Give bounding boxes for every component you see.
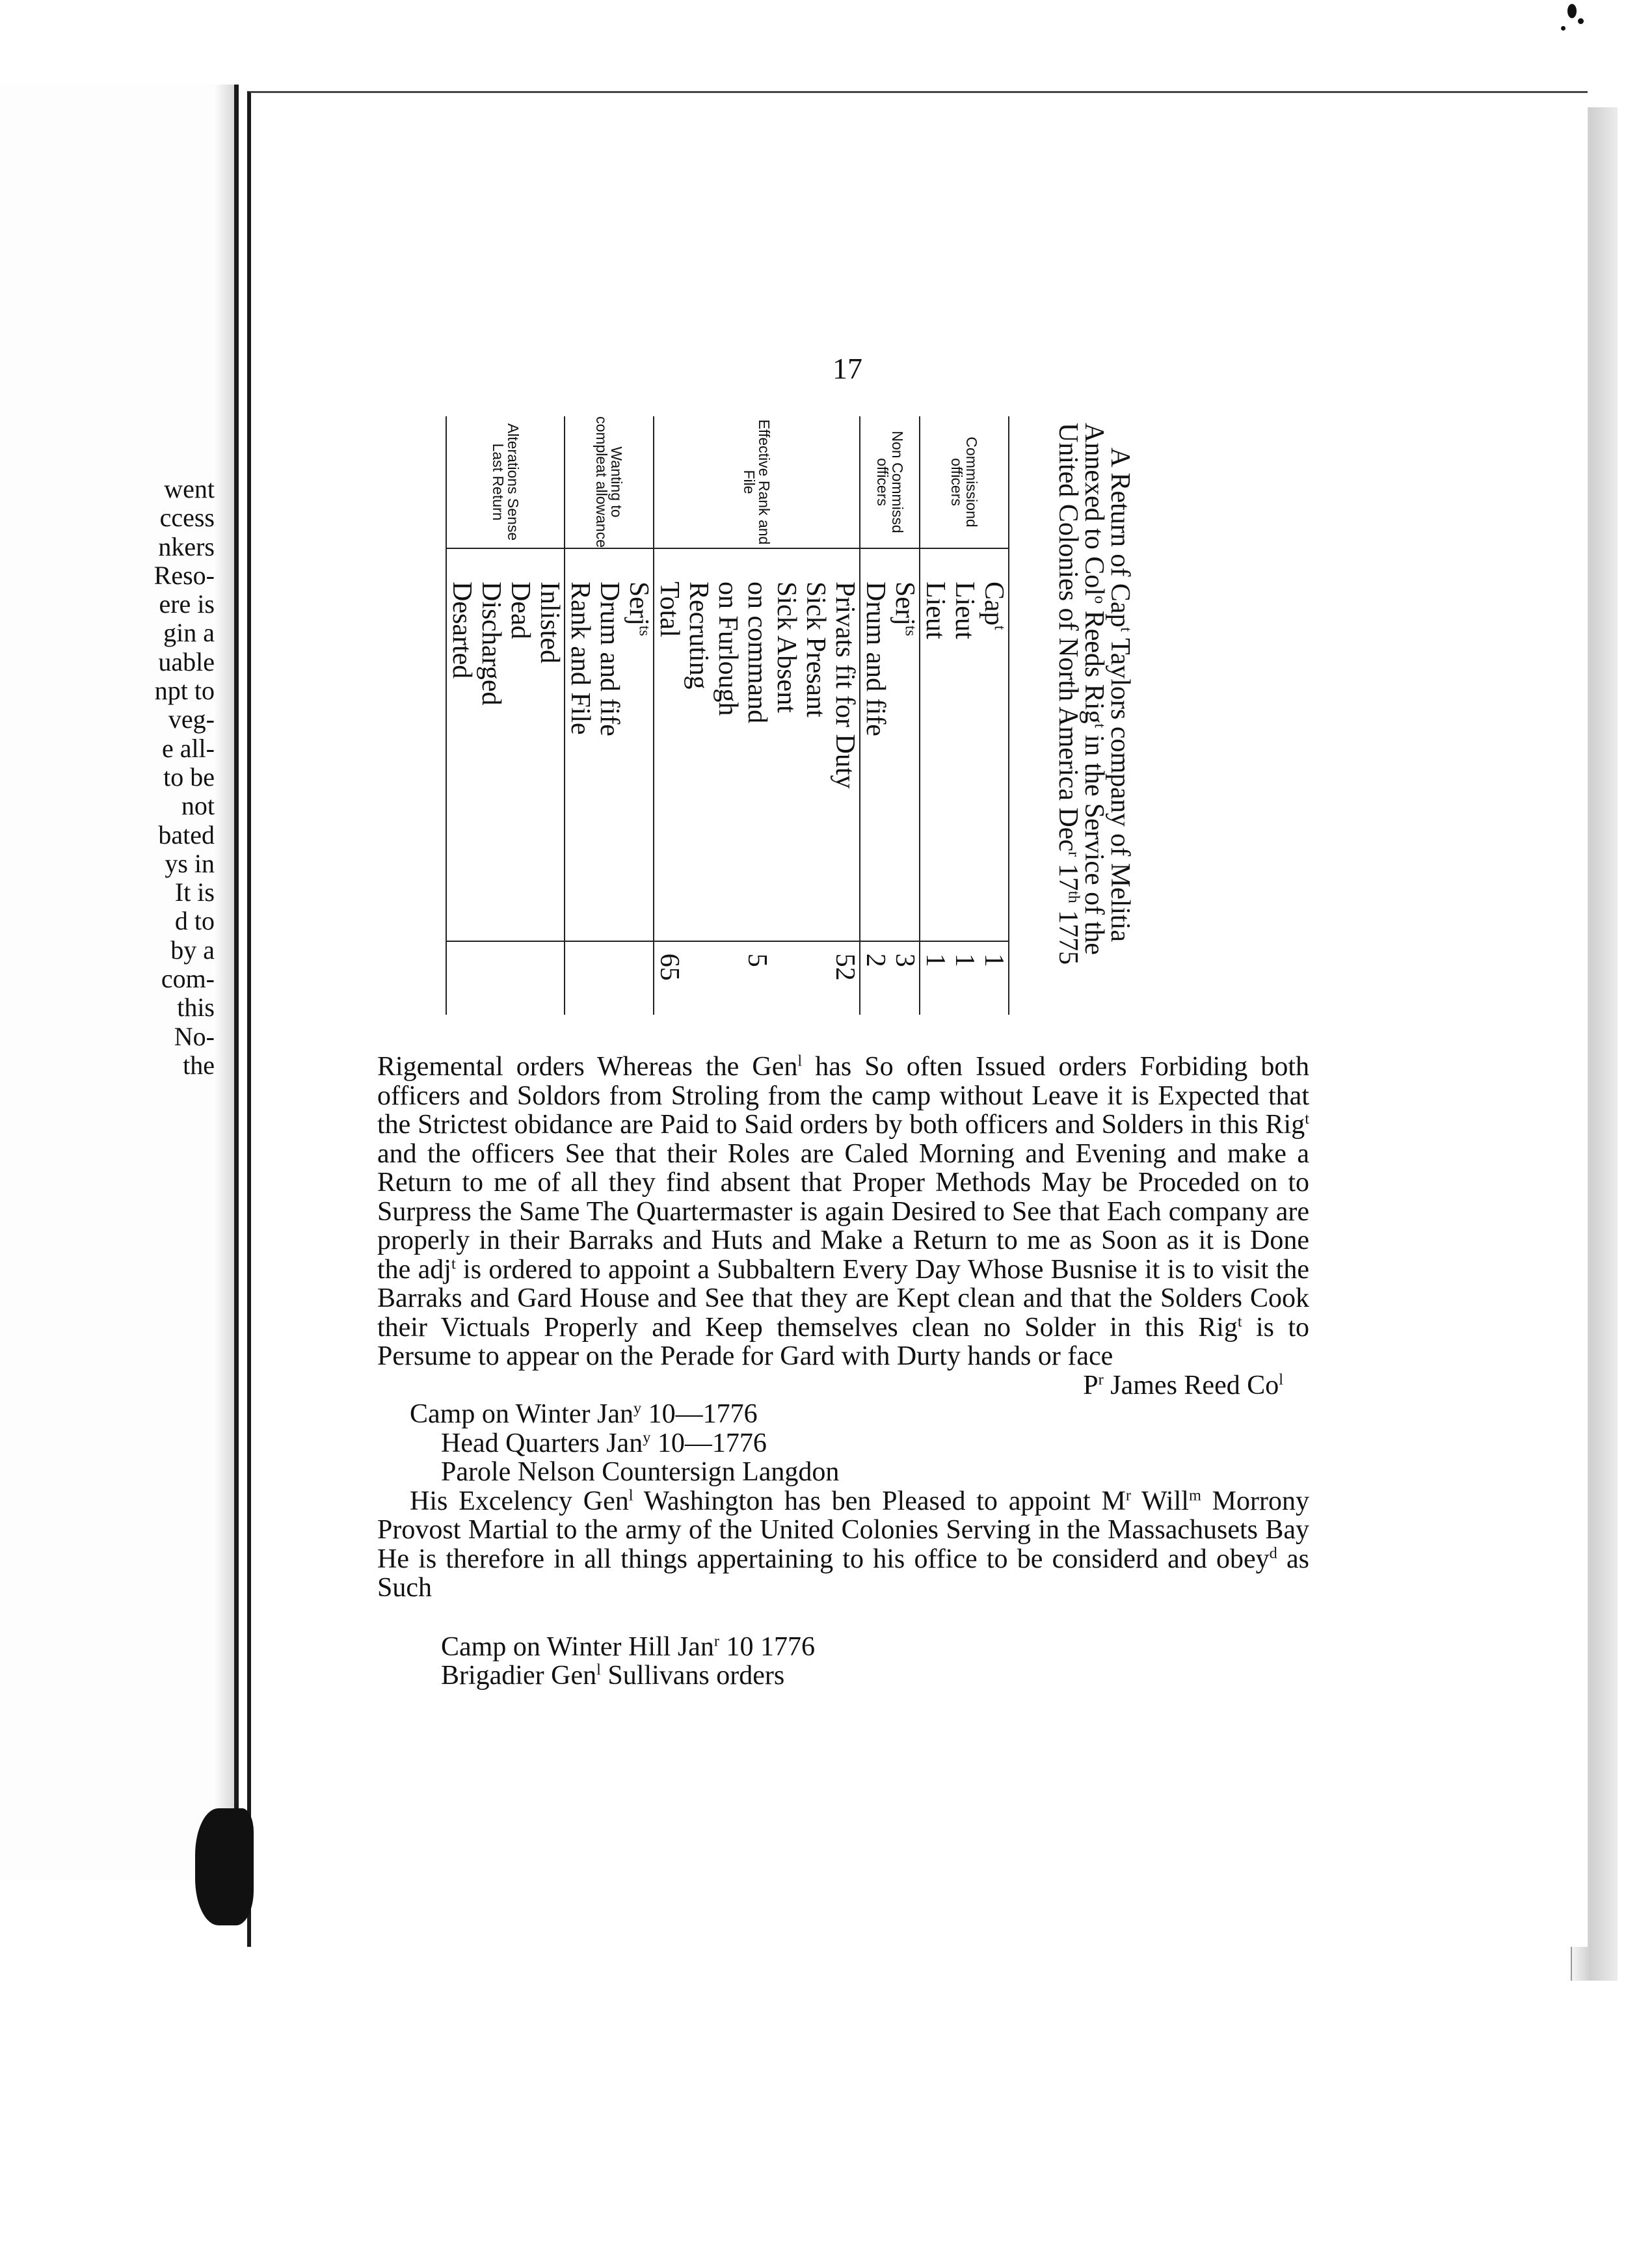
orders-text: [377, 1052, 1309, 1691]
left-page-text-fragments: [0, 475, 215, 1080]
left-fragment: gin a: [163, 618, 215, 648]
return-item-value: [505, 954, 535, 1015]
return-item-label: Privats fit for Duty: [830, 582, 860, 789]
return-items: [446, 548, 565, 941]
return-item-value: 2: [860, 953, 890, 967]
return-item-value: 1: [950, 953, 979, 967]
return-item-value: 1: [920, 953, 950, 967]
left-fragment: by a: [170, 935, 215, 965]
return-item-value: [684, 954, 713, 1015]
gutter-shadow: [213, 85, 234, 1880]
return-item-label: Discharged: [476, 582, 506, 706]
left-fragment: npt to: [154, 676, 215, 706]
return-group-row: [446, 416, 565, 1015]
provost-paragraph: His Excelency Gen$^l$ Washington has ben Pleased to appoint $M^r$ Will$^m$ Morrony Provost Martial to the army of the United Colonies Serving in the Massachusets Bay He is therefore in all things appertaining to his office to be considerd and obey$^d$ as Such: [377, 1486, 1309, 1603]
return-item-label: Serj$^{ts}$: [890, 582, 920, 636]
left-fragment: went: [164, 474, 215, 503]
return-item-value: [476, 954, 505, 1015]
left-fragment: veg-: [168, 704, 215, 734]
left-fragment: No-: [174, 1021, 215, 1051]
left-fragment: bated: [158, 820, 215, 850]
left-fragment: this: [177, 993, 215, 1023]
return-item-value: [565, 954, 594, 1015]
return-table: [446, 416, 1009, 1015]
return-values: [654, 941, 860, 1015]
return-item-value: 1: [979, 953, 1009, 967]
return-item-label: Rank and File: [565, 582, 595, 735]
return-values: [860, 941, 920, 1015]
return-group-row: [565, 416, 654, 1015]
return-item-value: [447, 954, 476, 1015]
return-item-value: [594, 954, 624, 1015]
return-item-label: on Furlough: [713, 582, 743, 716]
left-fragment: not: [181, 791, 215, 821]
return-items: [920, 548, 1009, 941]
parole-line: Parole Nelson Countersign Langdon: [441, 1457, 840, 1487]
head-quarters-line: Head Quarters Jan$^y$ 10—1776: [441, 1428, 767, 1458]
return-item-label: Dead: [505, 582, 535, 639]
camp-winter-hill-line: Camp on Winter Hill Jan$^r$ 10 1776: [441, 1631, 815, 1662]
return-item-label: Cap$^t$: [979, 582, 1009, 630]
return-item-label: Sick Absent: [771, 582, 801, 713]
return-item-value: [624, 954, 653, 1015]
scan-specks: [1541, 0, 1593, 46]
return-item-value: 3: [890, 953, 920, 967]
return-values: [446, 941, 565, 1015]
left-fragment: Reso-: [153, 560, 215, 590]
signature-line: $P^r$ James Reed Co$^l$: [1083, 1370, 1283, 1400]
return-group-row: [920, 416, 1009, 1015]
return-category: Non Commissd officers: [860, 416, 920, 548]
return-category: Commissiond officers: [920, 416, 1009, 548]
return-category: Wanting to compleat allowance: [565, 416, 654, 548]
left-fragment: ere is: [159, 589, 215, 619]
return-item-label: Lieut: [920, 582, 950, 639]
return-item-value: 52: [830, 953, 860, 981]
return-item-value: 5: [742, 953, 772, 967]
left-fragment: uable: [158, 647, 215, 676]
return-group-row: [860, 416, 920, 1015]
return-item-value: [801, 954, 830, 1015]
return-items: [860, 548, 920, 941]
return-item-label: Desarted: [447, 582, 477, 679]
return-item-label: Serj$^{ts}$: [624, 582, 654, 636]
left-fragment: ys in: [165, 848, 215, 878]
left-fragment: com-: [161, 964, 215, 994]
brigadier-orders-heading: Brigadier Gen$^l$ Sullivans orders: [441, 1661, 785, 1691]
camp-date-line: Camp on Winter Jan$^y$ 10—1776: [410, 1399, 758, 1429]
return-item-label: Sick Presant: [801, 582, 831, 717]
return-item-label: on command: [742, 582, 772, 724]
return-items: [654, 548, 860, 941]
return-item-label: Inlisted: [535, 582, 565, 664]
left-fragment: d to: [174, 906, 215, 936]
left-fragment: It is: [174, 877, 215, 907]
return-item-value: 65: [654, 953, 684, 981]
return-item-label: Lieut: [950, 582, 979, 639]
return-item-value: [771, 954, 801, 1015]
return-item-label: Drum and fife: [860, 582, 890, 736]
left-fragment: nkers: [158, 531, 215, 561]
return-group-row: [654, 416, 860, 1015]
return-item-value: [713, 954, 742, 1015]
return-items: [565, 548, 654, 941]
return-values: [920, 941, 1009, 1015]
left-fragment: the: [183, 1050, 215, 1080]
left-fragment: e all-: [161, 733, 215, 763]
regimental-orders-paragraph: Rigemental orders Whereas the Gen$^l$ has So often Issued orders Forbiding both officers and Soldors from Stroling from the camp without Leave it is Expected that the Strictest obidance are Paid to Said orders by both officers and Solders in this Rig$^t$ and the officers See that their Roles are Caled Morning and Evening and make a Return to me of all they find absent that Proper Methods May be Proceded on to Surpress the Same The Quartermaster is again Desired to See that Each company are properly in their Barraks and Huts and Make a Return to me as Soon as it is Done the adj$^t$ is ordered to appoint a Subbaltern Every Day Whose Busnise it is to visit the Barraks and Gard House and See that they are Kept clean and that the Solders Cook their Victuals Properly and Keep themselves clean no Solder in this Rig$^t$ is to Persume to appear on the Perade for Gard with Durty hands or face: [377, 1052, 1309, 1371]
return-values: [565, 941, 654, 1015]
left-fragment: to be: [163, 762, 215, 792]
page-number: 17: [833, 352, 862, 385]
left-fragment: ccess: [159, 503, 215, 533]
return-category: Effective Rank and File: [654, 416, 860, 548]
return-item-value: [535, 954, 564, 1015]
return-category: Alterations Sense Last Return: [446, 416, 565, 548]
return-item-label: Total: [654, 582, 684, 637]
return-item-label: Drum and fife: [594, 582, 624, 736]
binding-shadow: [195, 1808, 254, 1925]
return-title: A Return of Cap$^t$ Taylors company of Melitia Annexed to Col$^o$ Reeds Rig$^t$ in the Service of the United Colonies of North America Dec$^r$ 17th 1775: [1053, 423, 1135, 965]
return-item-label: Recruting: [684, 582, 713, 689]
